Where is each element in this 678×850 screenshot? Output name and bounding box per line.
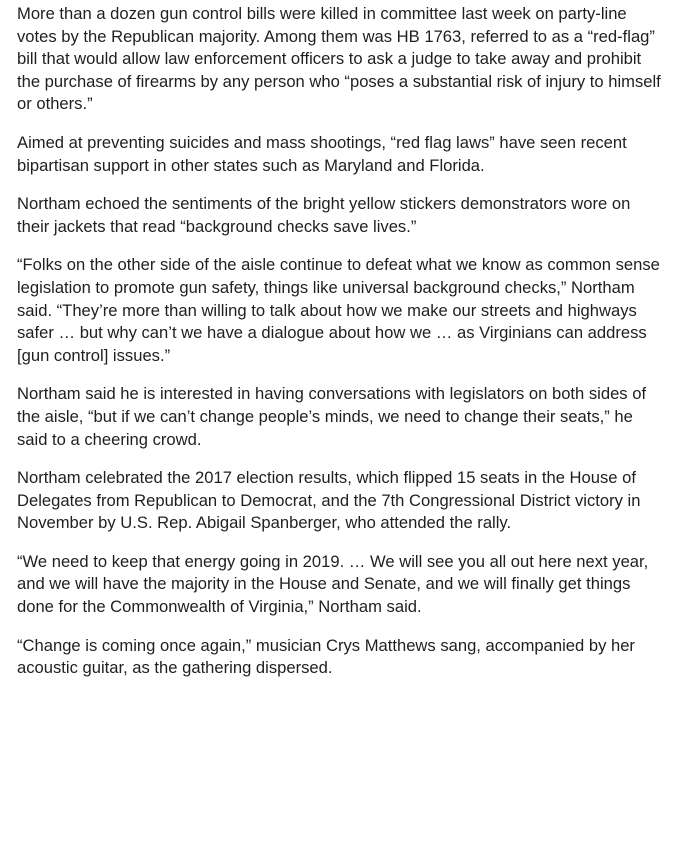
article-body [17, 3, 662, 696]
paragraph-red-flag-bill: More than a dozen gun control bills were killed in committee last week on party-line votes by the Republican majority. Among them was HB 1763, referred to as a “red-flag” bill that would allow law enforcement officers to ask a judge to take away and prohibit the purchase of firearms by any person who “poses a substantial risk of injury to himself or others.” [17, 4, 661, 114]
paragraph-red-flag-support: Aimed at preventing suicides and mass shootings, “red flag laws” have seen recent bipartisan support in other states such as Maryland and Florida. [17, 132, 627, 175]
paragraph-energy-quote: “We need to keep that energy going in 2019. … We will see you all out here next year, and we will have the majority in the House and Senate, and we will finally get things done for the Commonwealth of Virginia,” Northam said. [17, 551, 649, 617]
paragraph-election-results: Northam celebrated the 2017 election results, which flipped 15 seats in the House of Delegates from Republican to Democrat, and the 7th Congressional District victory in November by U.S. Rep. Abigail Spanberger, who attended the rally. [17, 468, 641, 533]
paragraph-northam-quote: “Folks on the other side of the aisle continue to defeat what we know as common sense legislation to promote gun safety, things like universal background checks,” Northam said. “They’re more than willing to talk about how we make our streets and highways safer … but why can’t we have a dialogue about how we … as Virginians can address [gun control] issues.” [17, 255, 660, 365]
paragraph-stickers: Northam echoed the sentiments of the bright yellow stickers demonstrators wore on their jackets that read “background checks save lives.” [17, 194, 631, 236]
paragraph-closing: “Change is coming once again,” musician Crys Matthews sang, accompanied by her acoustic guitar, as the gathering dispersed. [17, 635, 635, 678]
paragraph-conversations: Northam said he is interested in having conversations with legislators on both sides of the aisle, “but if we can’t change people’s minds, we need to change their seats,” he said to a cheering crowd. [17, 384, 647, 449]
